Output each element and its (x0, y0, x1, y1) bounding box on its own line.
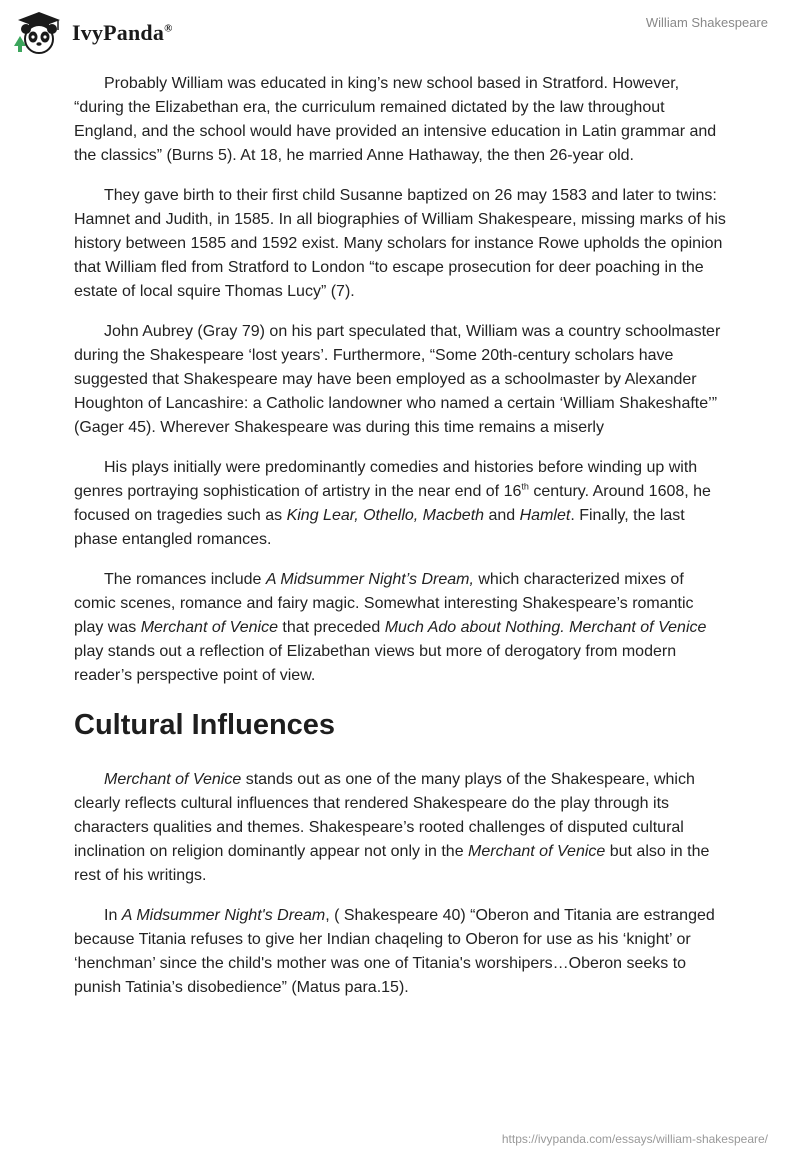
paragraph-text: . Finally, the last phase entangled romances. (74, 507, 685, 548)
document-title: William Shakespeare (645, 15, 768, 30)
paragraph (74, 568, 726, 688)
superscript-text: th (521, 481, 529, 492)
paragraph-text: Probably William was educated in king’s new school based in Stratford. However, “during the Elizabethan era, the curriculum remained dictated by the law throughout England, and the school would have provided an intensive education in Latin grammar and the classics” (Burns 5). At 18, he married Anne Hathaway, the then 26-year old. (74, 75, 717, 164)
paragraph (74, 184, 726, 304)
registered-mark: ® (164, 22, 173, 35)
italic-title-text: Merchant of Venice (140, 619, 278, 636)
italic-title-text: King Lear, Othello, Macbeth (286, 507, 485, 524)
italic-title-text: Merchant of Venice (104, 771, 242, 788)
paragraph-text: John Aubrey (Gray 79) on his part speculated that, William was a country schoolmaster during the Shakespeare ‘lost years’. Furthermore, “Some 20th-century scholars have suggested that Shakespeare may have been employed as a schoolmaster by Alexander Houghton of Lancashire: a Catholic landowner who named a certain ‘William Shakeshafte’” (Gager 45). Wherever Shakespeare was during this time remains a miserly (74, 323, 721, 436)
paragraph-text: and (484, 507, 520, 524)
paragraph (74, 320, 726, 440)
paragraph (74, 904, 726, 1000)
panda-mascot-icon (14, 10, 64, 56)
paragraph-text: They gave birth to their first child Susanne baptized on 26 may 1583 and later to twins: Hamnet and Judith, in 1585. In all biographies of William Shakespeare, missing marks of his history between 1585 and 1592 exist. Many scholars for instance Rowe upholds the opinion that William fled from Stratford to London “to escape prosecution for deer poaching in the estate of local squire Thomas Lucy” (7). (74, 187, 726, 300)
paragraph-text: In (104, 907, 122, 924)
essay-body (74, 72, 726, 1016)
paragraph-group-top (74, 72, 726, 688)
paragraph-text: which characterized mixes of comic scenes, romance and fairy magic. Somewhat interesting Shakespeare’s romantic play was (74, 571, 694, 636)
italic-title-text: Much Ado about Nothing. Merchant of Venice (384, 619, 707, 636)
brand-name: IvyPanda® (72, 20, 173, 45)
page-header (0, 0, 800, 60)
paragraph-text: but also in the rest of his writings. (74, 843, 710, 884)
paragraph-text: stands out as one of the many plays of the Shakespeare, which clearly reflects cultural influences that rendered Shakespeare do the play through its characters qualities and themes. Shakespeare’s rooted challenges of disputed cultural inclination on religion dominantly appear not only in the (74, 771, 695, 860)
paragraph (74, 72, 726, 168)
paragraph-text: play stands out a reflection of Elizabethan views but more of derogatory from modern reader’s perspective point of view. (74, 643, 677, 684)
italic-title-text: A Midsummer Night’s Dream, (265, 571, 474, 588)
paragraph-text: century. Around 1608, he focused on tragedies such as (74, 483, 711, 524)
section-heading-cultural-influences: Cultural Influences (74, 709, 336, 741)
italic-title-text: A Midsummer Night's Dream (121, 907, 326, 924)
paragraph-group-bottom (74, 768, 726, 1000)
paragraph (74, 768, 726, 888)
paragraph-text: The romances include (104, 571, 266, 588)
footer-source-url[interactable]: https://ivypanda.com/essays/william-shakespeare/ (501, 1132, 768, 1146)
italic-title-text: Merchant of Venice (468, 843, 606, 860)
ivypanda-logo[interactable] (14, 10, 173, 56)
paragraph (74, 456, 726, 552)
paragraph-text: , ( Shakespeare 40) “Oberon and Titania are estranged because Titania refuses to give her Indian chaqeling to Oberon for use as his ‘knight’ or ‘henchman’ since the child's mother was one of Titania's worshipers…Oberon seeks to punish Tatinia’s disobedience” (Matus para.15). (74, 907, 715, 996)
italic-title-text: Hamlet (519, 507, 571, 524)
paragraph-text: that preceded (277, 619, 385, 636)
paragraph-text: His plays initially were predominantly comedies and histories before winding up with genres portraying sophistication of artistry in the near end of 16 (74, 459, 698, 500)
